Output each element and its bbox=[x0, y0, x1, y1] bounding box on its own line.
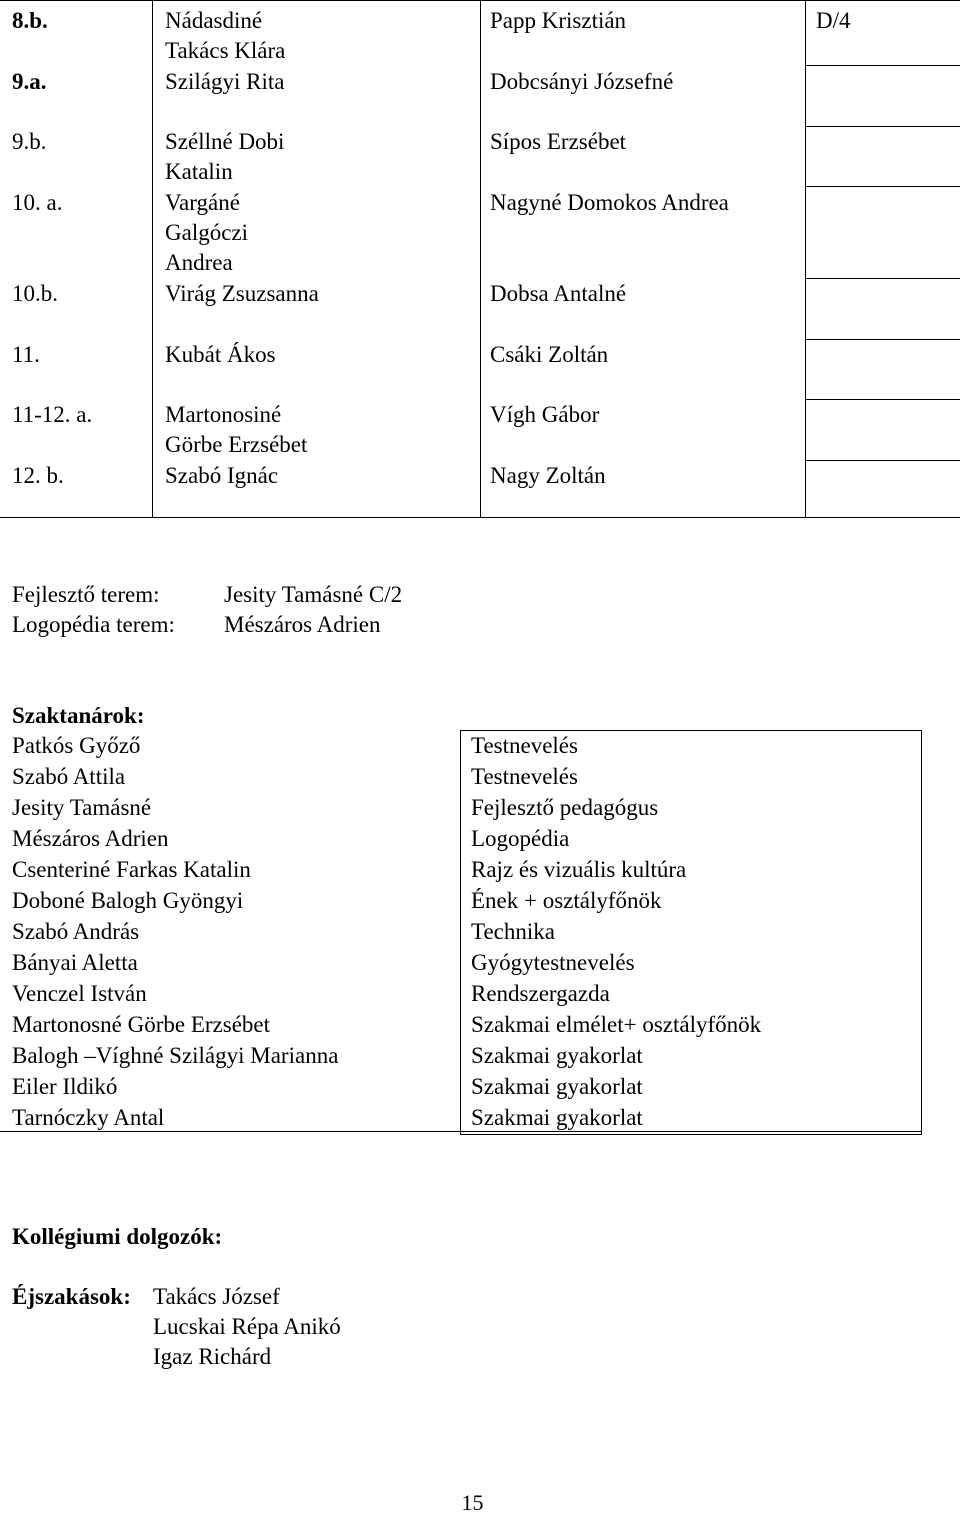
specialists-heading: Szaktanárok: bbox=[12, 703, 145, 728]
specialist-subject: Szakmai gyakorlat bbox=[461, 1072, 922, 1103]
class-label: 12. b. bbox=[12, 463, 64, 488]
class-teacher: Martonosiné Görbe Erzsébet bbox=[165, 402, 308, 457]
specialists-table bbox=[0, 730, 922, 1135]
specialist-name: Mészáros Adrien bbox=[0, 824, 461, 855]
table-bottom-rule bbox=[0, 1131, 461, 1132]
list-item: Lucskai Répa Anikó bbox=[153, 1314, 341, 1339]
room-cell-divider bbox=[805, 399, 960, 400]
table-row bbox=[0, 824, 922, 855]
class-teacher: Nádasdiné Takács Klára bbox=[165, 8, 286, 63]
table-divider bbox=[805, 1, 806, 517]
table-row bbox=[0, 1072, 922, 1103]
substitute-teacher: Vígh Gábor bbox=[490, 402, 600, 427]
specialist-subject: Logopédia bbox=[461, 824, 922, 855]
room-label: D/4 bbox=[816, 8, 851, 33]
list-item: Igaz Richárd bbox=[153, 1344, 272, 1369]
room-cell-divider bbox=[805, 186, 960, 187]
page-number: 15 bbox=[461, 1490, 484, 1515]
specialist-subject: Gyógytestnevelés bbox=[461, 948, 922, 979]
specialist-subject: Ének + osztályfőnök bbox=[461, 886, 922, 917]
table-row bbox=[0, 855, 922, 886]
specialist-name: Csenteriné Farkas Katalin bbox=[0, 855, 461, 886]
class-teacher: Szabó Ignác bbox=[165, 463, 279, 488]
specialist-name: Eiler Ildikó bbox=[0, 1072, 461, 1103]
table-row bbox=[0, 731, 922, 763]
table-divider bbox=[480, 1, 481, 517]
night-staff bbox=[12, 1282, 341, 1369]
table-row bbox=[0, 1103, 922, 1135]
specialist-name: Szabó Attila bbox=[0, 762, 461, 793]
table-row bbox=[0, 948, 922, 979]
list-item: Takács József bbox=[153, 1284, 280, 1309]
class-label: 9.a. bbox=[12, 69, 47, 94]
room-cell-divider bbox=[805, 278, 960, 279]
table-row bbox=[0, 886, 922, 917]
substitute-teacher: Nagyné Domokos Andrea bbox=[490, 190, 729, 215]
table-row bbox=[0, 1041, 922, 1072]
room-cell-divider bbox=[805, 65, 960, 66]
room-row bbox=[12, 580, 402, 610]
room-name: Fejlesztő terem: bbox=[12, 582, 160, 607]
specialist-name: Balogh –Víghné Szilágyi Marianna bbox=[0, 1041, 461, 1072]
table-row bbox=[0, 979, 922, 1010]
room-name: Logopédia terem: bbox=[12, 612, 175, 637]
class-teacher: Széllné Dobi Katalin bbox=[165, 129, 285, 184]
specialist-subject: Fejlesztő pedagógus bbox=[461, 793, 922, 824]
substitute-teacher: Dobsa Antalné bbox=[490, 281, 627, 306]
specialist-subject: Szakmai elmélet+ osztályfőnök bbox=[461, 1010, 922, 1041]
specialist-subject: Szakmai gyakorlat bbox=[461, 1041, 922, 1072]
night-staff-label: Éjszakások: bbox=[12, 1284, 131, 1309]
specialist-name: Martonosné Görbe Erzsébet bbox=[0, 1010, 461, 1041]
specialist-subject: Testnevelés bbox=[461, 762, 922, 793]
class-label: 8.b. bbox=[12, 8, 48, 33]
specialist-name: Venczel István bbox=[0, 979, 461, 1010]
room-teacher: Jesity Tamásné C/2 bbox=[224, 582, 403, 607]
specialist-name: Tarnóczky Antal bbox=[0, 1103, 461, 1135]
class-label: 11. bbox=[12, 342, 40, 367]
class-teacher: Kubát Ákos bbox=[165, 342, 276, 367]
table-row bbox=[0, 762, 922, 793]
substitute-teacher: Nagy Zoltán bbox=[490, 463, 606, 488]
table-divider bbox=[152, 1, 153, 517]
class-teacher: Virág Zsuzsanna bbox=[165, 281, 319, 306]
specialist-name: Patkós Győző bbox=[0, 731, 461, 763]
room-cell-divider bbox=[805, 460, 960, 461]
class-label: 10. a. bbox=[12, 190, 63, 215]
specialist-subject: Testnevelés bbox=[461, 731, 922, 763]
specialist-subject: Rajz és vizuális kultúra bbox=[461, 855, 922, 886]
class-label: 10.b. bbox=[12, 281, 58, 306]
room-cell-divider bbox=[805, 339, 960, 340]
specialist-name: Bányai Aletta bbox=[0, 948, 461, 979]
table-row bbox=[0, 917, 922, 948]
specialist-name: Szabó András bbox=[0, 917, 461, 948]
table-row bbox=[0, 1010, 922, 1041]
specialist-name: Jesity Tamásné bbox=[0, 793, 461, 824]
class-teacher: Vargáné Galgóczi Andrea bbox=[165, 190, 249, 275]
dormitory-heading: Kollégiumi dolgozók: bbox=[12, 1224, 223, 1249]
night-staff-list bbox=[153, 1282, 341, 1372]
special-rooms bbox=[12, 580, 402, 640]
room-row bbox=[12, 610, 402, 640]
room-teacher: Mészáros Adrien bbox=[224, 612, 381, 637]
room-cell-divider bbox=[805, 126, 960, 127]
specialist-subject: Technika bbox=[461, 917, 922, 948]
specialist-name: Doboné Balogh Gyöngyi bbox=[0, 886, 461, 917]
table-row bbox=[0, 793, 922, 824]
substitute-teacher: Csáki Zoltán bbox=[490, 342, 609, 367]
class-teacher: Szilágyi Rita bbox=[165, 69, 285, 94]
substitute-teacher: Dobcsányi Józsefné bbox=[490, 69, 674, 94]
specialist-subject: Szakmai gyakorlat bbox=[461, 1103, 922, 1135]
specialist-subject: Rendszergazda bbox=[461, 979, 922, 1010]
class-table bbox=[0, 0, 960, 518]
class-label: 11-12. a. bbox=[12, 402, 93, 427]
class-label: 9.b. bbox=[12, 129, 47, 154]
substitute-teacher: Papp Krisztián bbox=[490, 8, 627, 33]
substitute-teacher: Sípos Erzsébet bbox=[490, 129, 627, 154]
